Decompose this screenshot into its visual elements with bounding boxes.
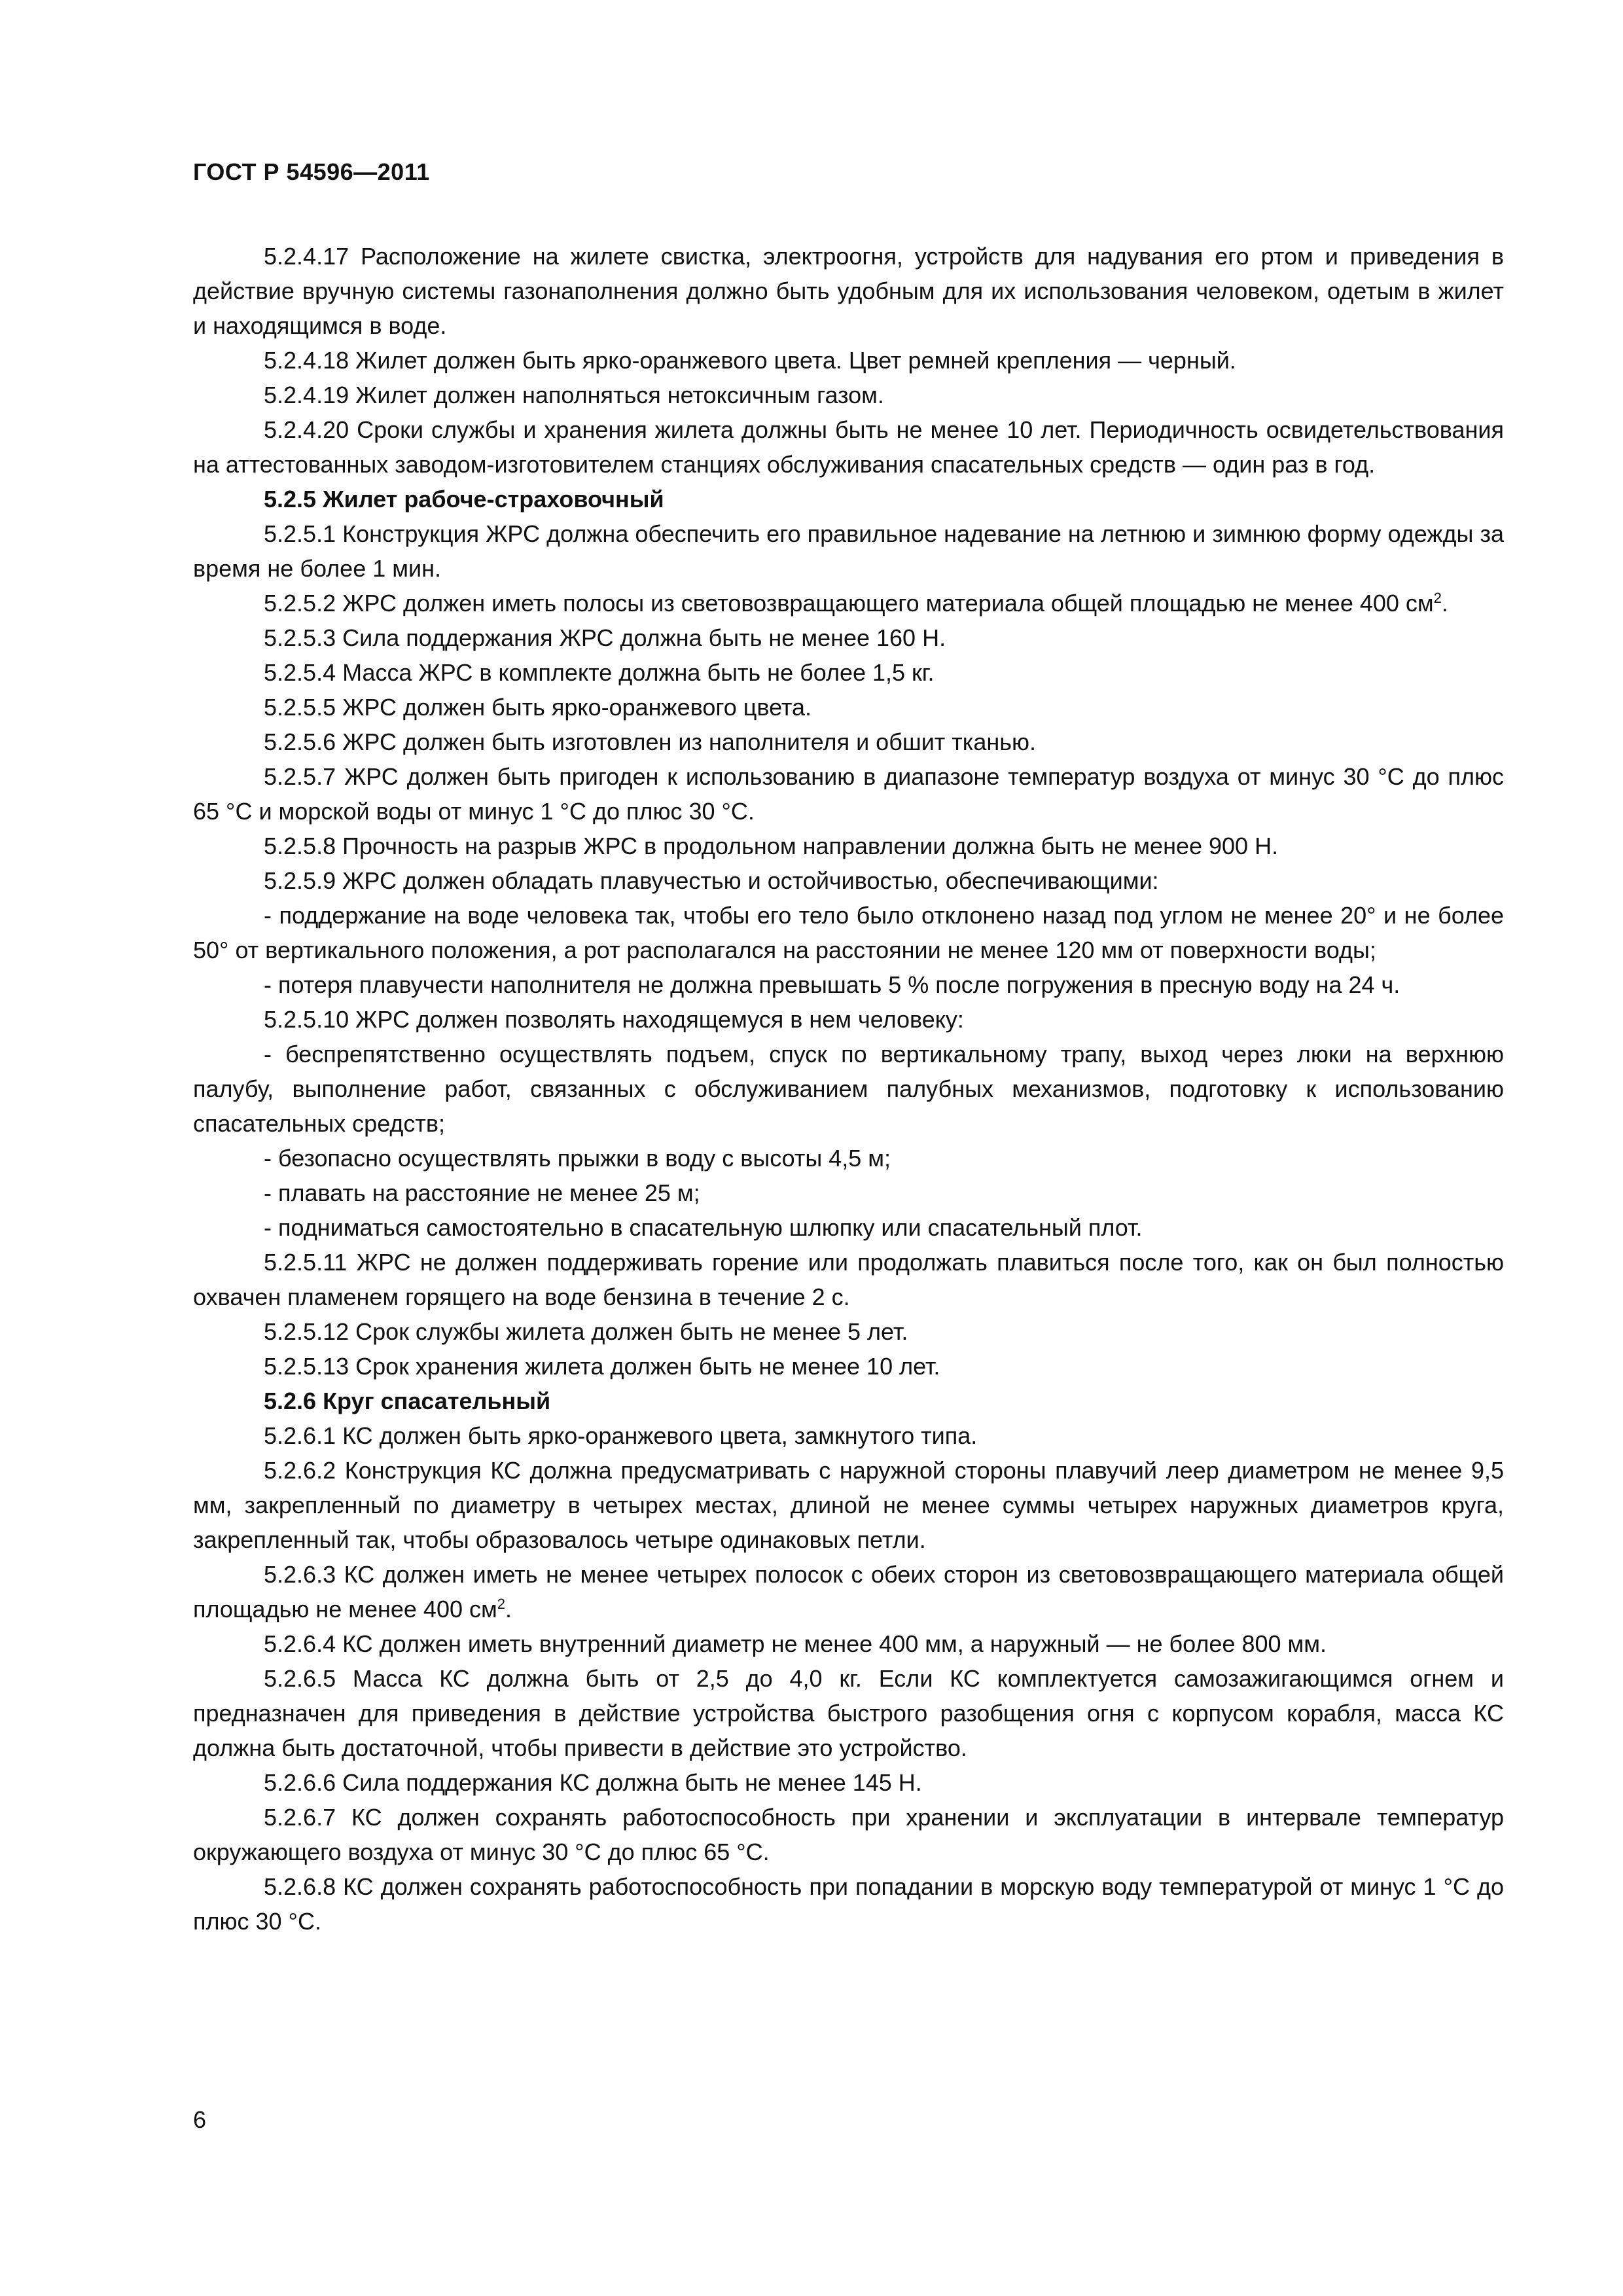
- section-heading-5-2-6: 5.2.6 Круг спасательный: [264, 1388, 551, 1414]
- document-body: [193, 239, 1504, 1939]
- period: .: [505, 1596, 512, 1623]
- paragraph-5-2-5-8: 5.2.5.8 Прочность на разрыв ЖРС в продольном направлении должна быть не менее 900 Н.: [264, 833, 1279, 859]
- paragraph-5-2-4-17: 5.2.4.17 Расположение на жилете свистка, электроогня, устройств для надувания его ртом и приведения в действие вручную системы газонаполнения должно быть удобным для их использования человеком, одетым в жилет и находящимся в воде.: [193, 243, 1504, 339]
- superscript: 2: [1433, 590, 1442, 606]
- list-item: - плавать на расстояние не менее 25 м;: [264, 1179, 700, 1206]
- document-number: ГОСТ Р 54596—2011: [193, 158, 430, 185]
- paragraph-5-2-6-2: 5.2.6.2 Конструкция КС должна предусматривать с наружной стороны плавучий леер диаметром не менее 9,5 мм, закрепленный по диаметру в четырех местах, длиной не менее суммы четырех наружных диаметров круга, закрепленный так, чтобы образовалось четыре одинаковых петли.: [193, 1457, 1504, 1553]
- paragraph-5-2-5-2: [193, 586, 1504, 620]
- paragraph-5-2-6-1: 5.2.6.1 КС должен быть ярко-оранжевого цвета, замкнутого типа.: [264, 1422, 978, 1449]
- paragraph-5-2-6-7: 5.2.6.7 КС должен сохранять работоспособность при хранении и эксплуатации в интервале температур окружающего воздуха от минус 30 °С до плюс 65 °С.: [193, 1804, 1504, 1865]
- paragraph-5-2-6-5: 5.2.6.5 Масса КС должна быть от 2,5 до 4,0 кг. Если КС комплектуется самозажигающимся огнем и предназначен для приведения в действие устройства быстрого разобщения огня с корпусом корабля, масса КС должна быть достаточной, чтобы привести в действие это устройство.: [193, 1665, 1504, 1761]
- paragraph-5-2-5-6: 5.2.5.6 ЖРС должен быть изготовлен из наполнителя и обшит тканью.: [264, 728, 1036, 755]
- section-heading-5-2-5: 5.2.5 Жилет рабоче-страховочный: [264, 486, 664, 512]
- paragraph-5-2-5-1: 5.2.5.1 Конструкция ЖРС должна обеспечить его правильное надевание на летнюю и зимнюю форму одежды за время не более 1 мин.: [193, 520, 1504, 582]
- list-item: - беспрепятственно осуществлять подъем, спуск по вертикальному трапу, выход через люки на верхнюю палубу, выполнение работ, связанных с обслуживанием палубных механизмов, подготовку к использованию спасательных средств;: [193, 1041, 1504, 1137]
- list-item: - потеря плавучести наполнителя не должна превышать 5 % после погружения в пресную воду на 24 ч.: [264, 971, 1400, 998]
- page-number: 6: [193, 2106, 207, 2133]
- list-item: - поддержание на воде человека так, чтобы его тело было отклонено назад под углом не менее 20° и не более 50° от вертикального положения, а рот располагался на расстоянии не менее 120 мм от поверхности воды;: [193, 902, 1504, 963]
- paragraph-5-2-5-3: 5.2.5.3 Сила поддержания ЖРС должна быть не менее 160 Н.: [264, 624, 946, 651]
- superscript: 2: [497, 1596, 505, 1612]
- paragraph-5-2-5-7: 5.2.5.7 ЖРС должен быть пригоден к использованию в диапазоне температур воздуха от минус 30 °С до плюс 65 °С и морской воды от минус 1 °С до плюс 30 °С.: [193, 763, 1504, 825]
- paragraph-5-2-6-8: 5.2.6.8 КС должен сохранять работоспособность при попадании в морскую воду температурой от минус 1 °С до плюс 30 °С.: [193, 1873, 1504, 1935]
- period: .: [1441, 590, 1448, 617]
- paragraph-5-2-6-4: 5.2.6.4 КС должен иметь внутренний диаметр не менее 400 мм, а наружный — не более 800 мм.: [264, 1630, 1327, 1657]
- paragraph-5-2-5-12: 5.2.5.12 Срок службы жилета должен быть не менее 5 лет.: [264, 1318, 908, 1345]
- paragraph-5-2-6-6: 5.2.6.6 Сила поддержания КС должна быть не менее 145 Н.: [264, 1769, 922, 1796]
- paragraph-5-2-5-10: 5.2.5.10 ЖРС должен позволять находящемуся в нем человеку:: [264, 1006, 964, 1033]
- paragraph-5-2-5-13: 5.2.5.13 Срок хранения жилета должен быть не менее 10 лет.: [264, 1353, 940, 1380]
- paragraph-5-2-4-18: 5.2.4.18 Жилет должен быть ярко-оранжевого цвета. Цвет ремней крепления — черный.: [264, 347, 1236, 374]
- list-item: - безопасно осуществлять прыжки в воду с высоты 4,5 м;: [264, 1145, 891, 1172]
- paragraph-5-2-6-3: [193, 1557, 1504, 1626]
- paragraph-5-2-5-9: 5.2.5.9 ЖРС должен обладать плавучестью и остойчивостью, обеспечивающими:: [264, 867, 1159, 894]
- paragraph-5-2-5-5: 5.2.5.5 ЖРС должен быть ярко-оранжевого цвета.: [264, 694, 812, 721]
- paragraph-5-2-4-20: 5.2.4.20 Сроки службы и хранения жилета должны быть не менее 10 лет. Периодичность освидетельствования на аттестованных заводом-изготовителем станциях обслуживания спасательных средств — один раз в год.: [193, 416, 1504, 478]
- paragraph-text: 5.2.5.2 ЖРС должен иметь полосы из световозвращающего материала общей площадью не менее 400 см: [264, 590, 1434, 617]
- paragraph-5-2-4-19: 5.2.4.19 Жилет должен наполняться нетоксичным газом.: [264, 382, 884, 408]
- list-item: - подниматься самостоятельно в спасательную шлюпку или спасательный плот.: [264, 1214, 1143, 1241]
- paragraph-5-2-5-4: 5.2.5.4 Масса ЖРС в комплекте должна быть не более 1,5 кг.: [264, 659, 935, 686]
- paragraph-5-2-5-11: 5.2.5.11 ЖРС не должен поддерживать горение или продолжать плавиться после того, как он был полностью охвачен пламенем горящего на воде бензина в течение 2 с.: [193, 1249, 1504, 1310]
- paragraph-text: 5.2.6.3 КС должен иметь не менее четырех полосок с обеих сторон из световозвращающего материала общей площадью не менее 400 см: [193, 1561, 1504, 1623]
